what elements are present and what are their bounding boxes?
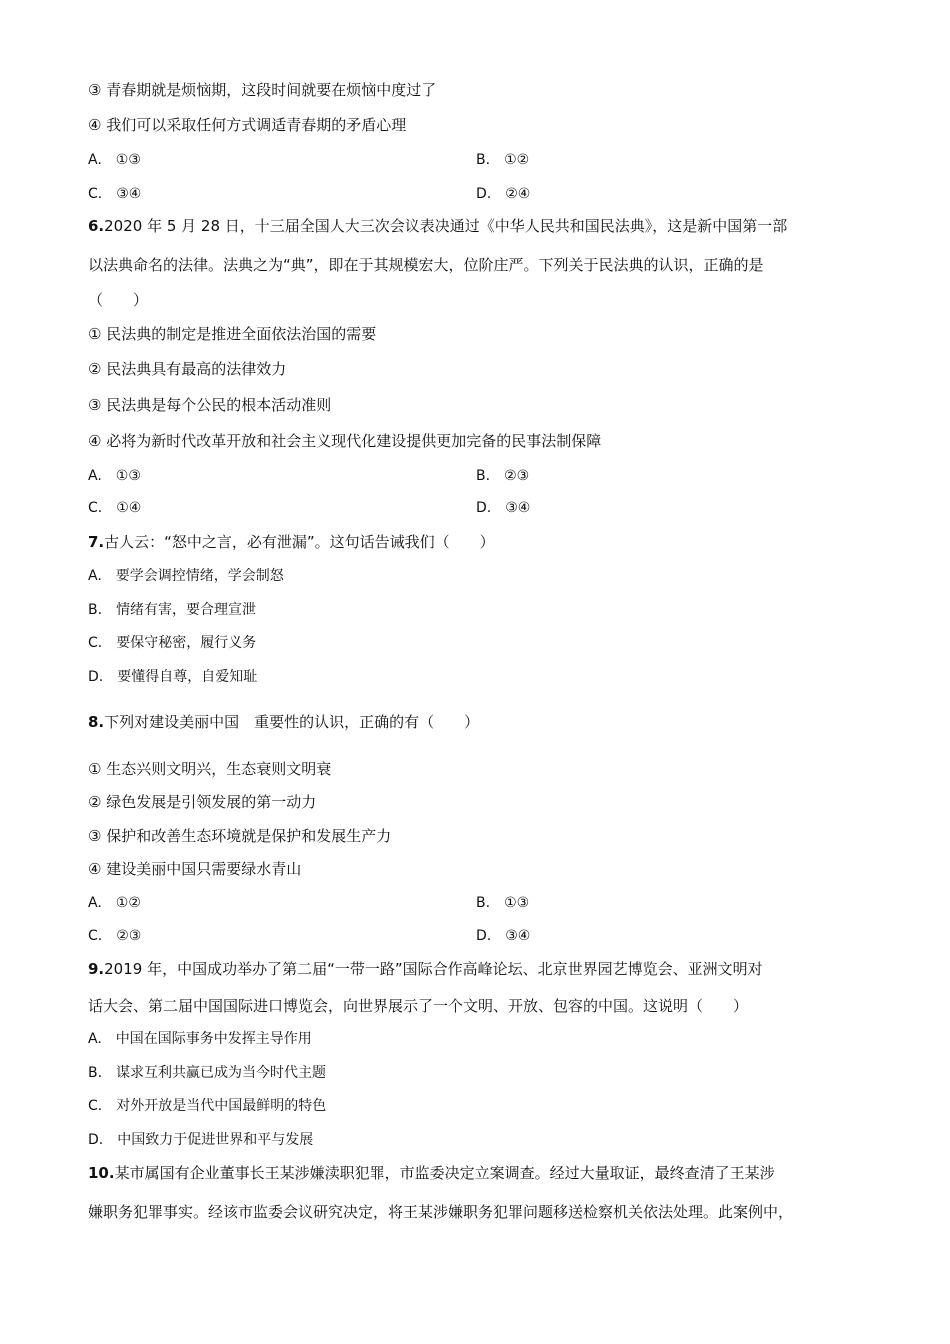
- q10-stem-line-1: 10.某市属国有企业董事长王某涉嫌渎职犯罪，市监委决定立案调查。经过大量取证，最终查清了王某涉: [88, 1164, 775, 1182]
- q8-stem: 8.下列对建设美丽中国 重要性的认识，正确的有（ ）: [88, 713, 480, 731]
- q6-stem-line-1: 6.2020 年 5 月 28 日，十三届全国人大三次会议表决通过《中华人民共和国民法典》，这是新中国第一部: [88, 217, 788, 235]
- q6-statement-3: ③ 民法典是每个公民的根本活动准则: [88, 396, 332, 414]
- q7-option-c: C. 要保守秘密，履行义务: [88, 635, 257, 651]
- q7-stem: 7.古人云：“怒中之言，必有泄漏”。这句话告诫我们（ ）: [88, 533, 495, 551]
- q6-option-a: A. ①③: [88, 468, 141, 484]
- q10-stem-line-2: 嫌职务犯罪事实。经该市监委会议研究决定，将王某涉嫌职务犯罪问题移送检察机关依法处理。此案例中，: [88, 1203, 794, 1221]
- q5-option-row-1: [88, 150, 888, 170]
- q6-option-row-1: [88, 466, 888, 486]
- q5-option-d: D. ②④: [476, 186, 531, 202]
- q8-statement-4: ④ 建设美丽中国只需要绿水青山: [88, 860, 302, 878]
- q8-statement-3: ③ 保护和改善生态环境就是保护和发展生产力: [88, 827, 392, 845]
- q6-option-row-2: [88, 498, 888, 518]
- q7-number: 7.: [88, 533, 105, 551]
- q9-option-a: A. 中国在国际事务中发挥主导作用: [88, 1031, 312, 1047]
- q8-option-a: A. ①②: [88, 895, 141, 911]
- q9-option-d: D. 中国致力于促进世界和平与发展: [88, 1132, 314, 1148]
- q5-statement-4: ④ 我们可以采取任何方式调适青春期的矛盾心理: [88, 116, 407, 134]
- q6-statement-1: ① 民法典的制定是推进全面依法治国的需要: [88, 325, 377, 343]
- q5-statement-3: ③ 青春期就是烦恼期，这段时间就要在烦恼中度过了: [88, 81, 437, 99]
- q8-option-row-1: [88, 893, 888, 913]
- q6-option-b: B. ②③: [476, 468, 530, 484]
- q9-number: 9.: [88, 960, 105, 978]
- q8-option-row-2: [88, 926, 888, 946]
- q8-option-d: D. ③④: [476, 928, 531, 944]
- q8-statement-2: ② 绿色发展是引领发展的第一动力: [88, 793, 317, 811]
- q9-stem-line-2: 话大会、第二届中国国际进口博览会，向世界展示了一个文明、开放、包容的中国。这说明（ ）: [88, 997, 749, 1015]
- q6-stem-line-2: 以法典命名的法律。法典之为“典”，即在于其规模宏大，位阶庄严。下列关于民法典的认识，正确的是: [88, 256, 764, 274]
- q5-option-b: B. ①②: [476, 152, 530, 168]
- q5-option-c: C. ③④: [88, 186, 142, 202]
- q7-option-d: D. 要懂得自尊，自爱知耻: [88, 669, 258, 685]
- q5-option-row-2: [88, 184, 888, 204]
- q7-option-b: B. 情绪有害，要合理宣泄: [88, 602, 257, 618]
- q9-option-c: C. 对外开放是当代中国最鲜明的特色: [88, 1098, 327, 1114]
- q6-option-d: D. ③④: [476, 500, 531, 516]
- q8-number: 8.: [88, 713, 105, 731]
- q6-statement-2: ② 民法典具有最高的法律效力: [88, 360, 287, 378]
- q8-option-c: C. ②③: [88, 928, 142, 944]
- q6-statement-4: ④ 必将为新时代改革开放和社会主义现代化建设提供更加完备的民事法制保障: [88, 432, 602, 450]
- q8-option-b: B. ①③: [476, 895, 530, 911]
- q5-option-a: A. ①③: [88, 152, 141, 168]
- q6-answer-bracket: （ ）: [88, 291, 149, 309]
- q8-statement-1: ① 生态兴则文明兴，生态衰则文明衰: [88, 760, 332, 778]
- q6-number: 6.: [88, 217, 105, 235]
- q7-option-a: A. 要学会调控情绪，学会制怒: [88, 568, 284, 584]
- q9-stem-line-1: 9.2019 年，中国成功举办了第二届“一带一路”国际合作高峰论坛、北京世界园艺博览会、亚洲文明对: [88, 960, 763, 978]
- q9-option-b: B. 谋求互利共赢已成为当今时代主题: [88, 1065, 327, 1081]
- q6-option-c: C. ①④: [88, 500, 142, 516]
- q10-number: 10.: [88, 1164, 115, 1182]
